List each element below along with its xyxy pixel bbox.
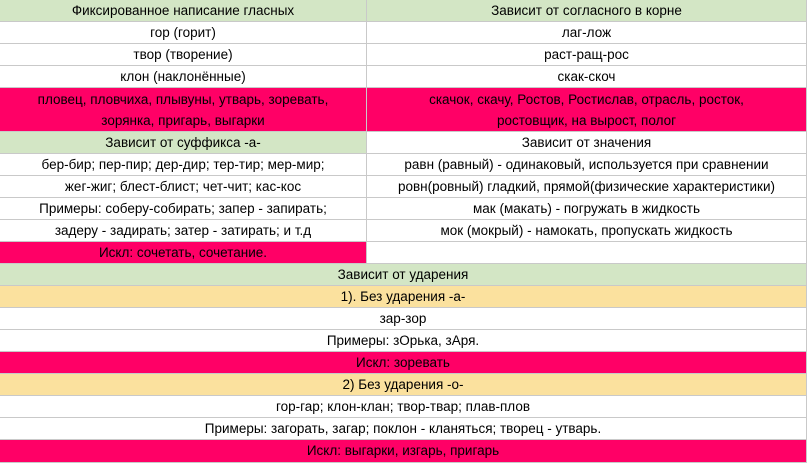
right-exception-line-2: ростовщик, на вырост, полог <box>496 112 677 128</box>
header-meaning-dependent[interactable]: Зависит от значения <box>367 132 807 154</box>
right-exception-line-1: скачок, скачу, Ростов, Ростислав, отрасль, росток, <box>429 91 744 107</box>
stress-section-2-examples[interactable]: Примеры: загорать, загар; поклон - кланяться; творец - утварь. <box>0 418 807 440</box>
empty-cell[interactable] <box>367 242 807 264</box>
left-exceptions[interactable] <box>0 88 367 132</box>
left-row-2[interactable]: твор (творение) <box>0 44 367 66</box>
header-consonant-dependent[interactable]: Зависит от согласного в корне <box>367 0 807 22</box>
meaning-row-4[interactable]: мок (мокрый) - намокать, пропускать жидкость <box>367 220 807 242</box>
left-exception-line-2: зорянка, пригарь, выгарки <box>101 112 265 128</box>
stress-section-1-title[interactable]: 1). Без ударения -а- <box>0 286 807 308</box>
stress-section-2-exception[interactable]: Искл: выгарки, изгарь, пригарь <box>0 440 807 463</box>
meaning-row-3[interactable]: мак (макать) - погружать в жидкость <box>367 198 807 220</box>
header-suffix-dependent[interactable]: Зависит от суффикса -а- <box>0 132 367 154</box>
header-stress-dependent[interactable]: Зависит от ударения <box>0 264 807 286</box>
stress-section-2-roots[interactable]: гор-гар; клон-клан; твор-твар; плав-плов <box>0 396 807 418</box>
header-fixed-spelling[interactable]: Фиксированное написание гласных <box>0 0 367 22</box>
stress-section-1-exception[interactable]: Искл: зоревать <box>0 352 807 374</box>
suffix-row-4[interactable]: задеру - задирать; затер - затирать; и т.д <box>0 220 367 242</box>
meaning-row-1[interactable]: равн (равный) - одинаковый, используется при сравнении <box>367 154 807 176</box>
suffix-row-3[interactable]: Примеры: соберу-собирать; запер - запирать; <box>0 198 367 220</box>
right-row-3[interactable]: скак-скоч <box>367 66 807 88</box>
suffix-row-2[interactable]: жег-жиг; блест-блист; чет-чит; кас-кос <box>0 176 367 198</box>
meaning-row-2[interactable]: ровн(ровный) гладкий, прямой(физические характеристики) <box>367 176 807 198</box>
left-row-1[interactable]: гор (горит) <box>0 22 367 44</box>
right-row-1[interactable]: лаг-лож <box>367 22 807 44</box>
stress-section-1-roots[interactable]: зар-зор <box>0 308 807 330</box>
stress-section-1-examples[interactable]: Примеры: зОрька, зАря. <box>0 330 807 352</box>
suffix-row-1[interactable]: бер-бир; пер-пир; дер-дир; тер-тир; мер-мир; <box>0 154 367 176</box>
left-row-3[interactable]: клон (наклонённые) <box>0 66 367 88</box>
suffix-exception[interactable]: Искл: сочетать, сочетание. <box>0 242 367 264</box>
stress-section-2-title[interactable]: 2) Без ударения -о- <box>0 374 807 396</box>
right-exceptions[interactable] <box>367 88 807 132</box>
right-row-2[interactable]: раст-ращ-рос <box>367 44 807 66</box>
left-exception-line-1: пловец, пловчиха, плывуны, утварь, зоревать, <box>37 91 329 107</box>
